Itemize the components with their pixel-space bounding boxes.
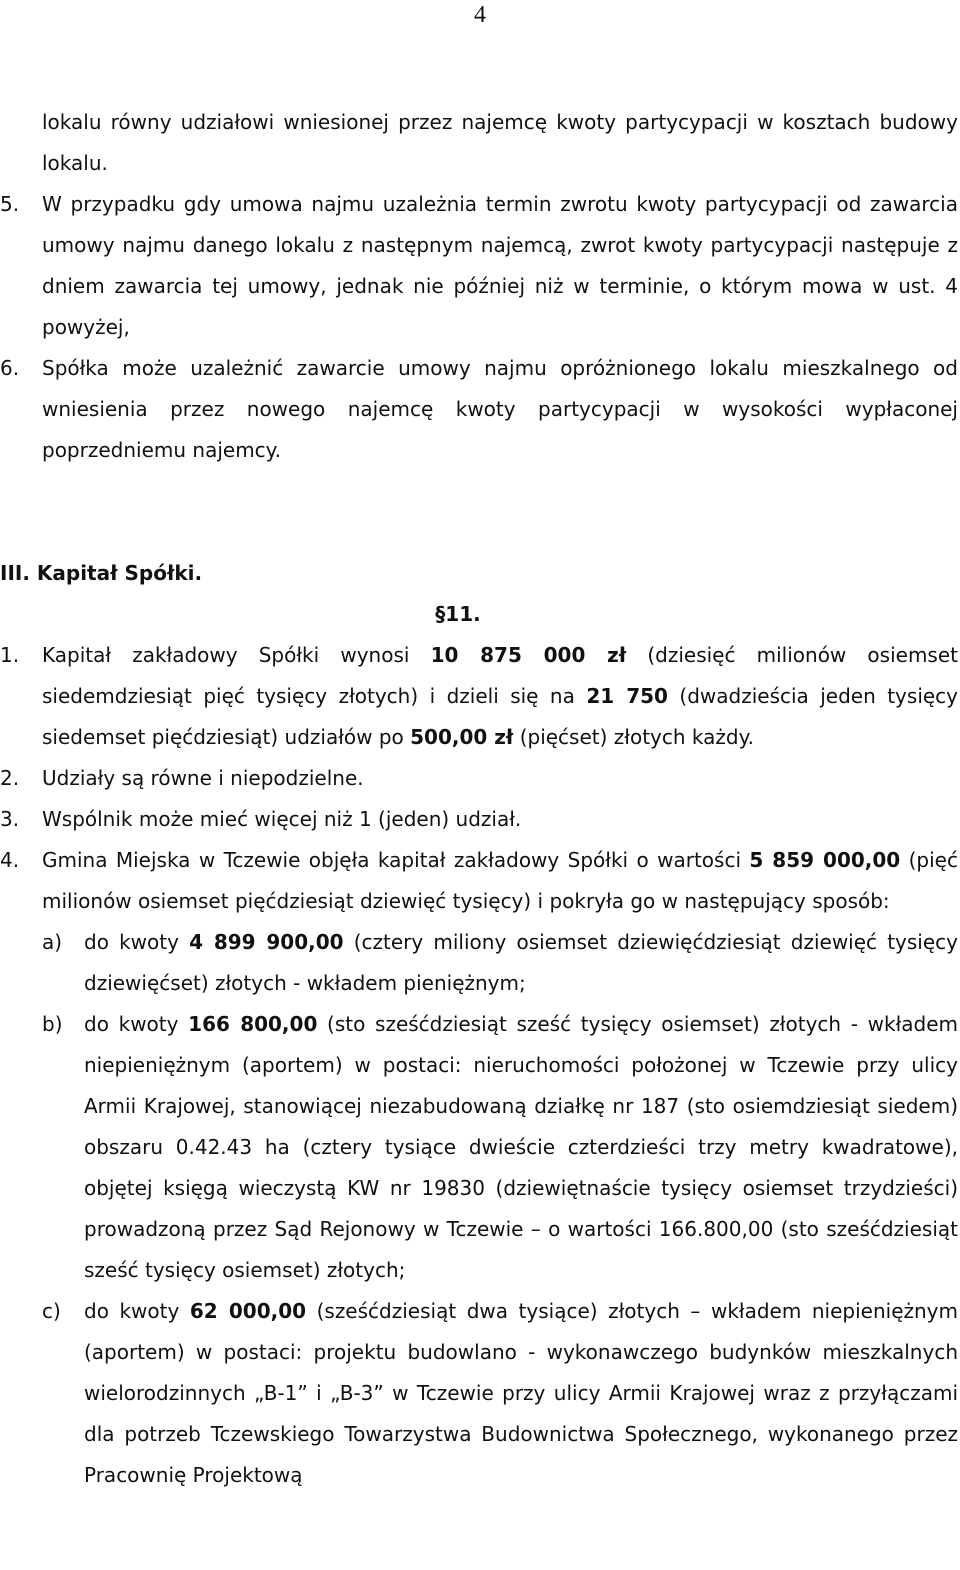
- item-text: Wspólnik może mieć więcej niż 1 (jeden) udział.: [42, 807, 522, 831]
- sub-item-letter: c): [42, 1299, 61, 1323]
- list-item-6: [0, 348, 958, 471]
- item-text: Kapitał zakładowy Spółki wynosi 10 875 000 zł (dziesięć milionów osiemset siedemdziesiąt pięć tysięcy złotych) i dzieli się na 21 750 (dwadzieścia jeden tysięcy siedemset pięćdziesiąt) udziałów po 500,00 zł (pięćset) złotych każdy.: [42, 643, 959, 749]
- amount: 166 800,00: [188, 1012, 318, 1036]
- list-item-1: [0, 635, 959, 758]
- item-number: 4.: [0, 848, 20, 872]
- list-item-4: [0, 840, 958, 922]
- amount: 62 000,00: [189, 1299, 307, 1323]
- sub-item-c: [42, 1291, 958, 1496]
- list-item-2: [0, 758, 958, 799]
- sub-item-text: do kwoty 166 800,00 (sto sześćdziesiąt sześć tysięcy osiemset) złotych - wkładem niepieniężnym (aportem) w postaci: nieruchomości położonej w Tczewie przy ulicy Armii Krajowej, stanowiącej niezabudowaną działkę nr 187 (sto osiemdziesiąt siedem) obszaru 0.42.43 ha (cztery tysiące dwieście czterdzieści trzy metry kwadratowe), objętej księgą wieczystą KW nr 19830 (dziewiętnaście tysięcy osiemset trzydzieści) prowadzoną przez Sąd Rejonowy w Tczewie – o wartości 166.800,00 (sto sześćdziesiąt sześć tysięcy osiemset) złotych;: [84, 1012, 959, 1282]
- item-text: Spółka może uzależnić zawarcie umowy najmu opróżnionego lokalu mieszkalnego od wniesienia przez nowego najemcę kwoty partycypacji w wysokości wypłaconej poprzedniemu najemcy.: [42, 356, 958, 462]
- section-heading: III. Kapitał Spółki.: [0, 561, 203, 585]
- paragraph-sign: §11.: [435, 602, 481, 626]
- item-number: 2.: [0, 766, 20, 790]
- list-item-3: [0, 799, 958, 840]
- sub-item-letter: a): [42, 930, 63, 954]
- list-item-5: [0, 184, 958, 348]
- sub-item-b: [42, 1004, 958, 1291]
- amount: 4 899 900,00: [189, 930, 344, 954]
- item-number: 5.: [0, 192, 20, 216]
- share-value: 500,00 zł: [410, 725, 514, 749]
- share-capital-amount: 10 875 000 zł: [430, 643, 627, 667]
- continuation-paragraph: lokalu równy udziałowi wniesionej przez najemcę kwoty partycypacji w kosztach budowy lokalu.: [42, 110, 958, 175]
- share-count: 21 750: [586, 684, 668, 708]
- item-text: W przypadku gdy umowa najmu uzależnia termin zwrotu kwoty partycypacji od zawarcia umowy najmu danego lokalu z następnym najemcą, zwrot kwoty partycypacji następuje z dniem zawarcia tej umowy, jednak nie później niż w terminie, o którym mowa w ust. 4 powyżej,: [42, 192, 958, 339]
- page-number: 4: [474, 2, 486, 28]
- item-number: 1.: [0, 643, 20, 667]
- sub-item-text: do kwoty 4 899 900,00 (cztery miliony osiemset dziewięćdziesiąt dziewięć tysięcy dziewięćset) złotych - wkładem pieniężnym;: [84, 930, 959, 995]
- sub-item-a: [42, 922, 958, 1004]
- capital-value: 5 859 000,00: [749, 848, 901, 872]
- item-text: Udziały są równe i niepodzielne.: [42, 766, 364, 790]
- item-number: 6.: [0, 356, 20, 380]
- sub-item-text: do kwoty 62 000,00 (sześćdziesiąt dwa tysiące) złotych – wkładem niepieniężnym (aportem) w postaci: projektu budowlano - wykonawczego budynków mieszkalnych wielorodzinnych „B-1” i „B-3” w Tczewie przy ulicy Armii Krajowej wraz z przyłączami dla potrzeb Tczewskiego Towarzystwa Budownictwa Społecznego, wykonanego przez Pracownię Projektową: [84, 1299, 958, 1487]
- item-number: 3.: [0, 807, 20, 831]
- document-body: [0, 102, 959, 1496]
- item-text: Gmina Miejska w Tczewie objęła kapitał zakładowy Spółki o wartości 5 859 000,00 (pięć milionów osiemset pięćdziesiąt dziewięć tysięcy) i pokryła go w następujący sposób:: [42, 848, 958, 913]
- sub-item-letter: b): [42, 1012, 63, 1036]
